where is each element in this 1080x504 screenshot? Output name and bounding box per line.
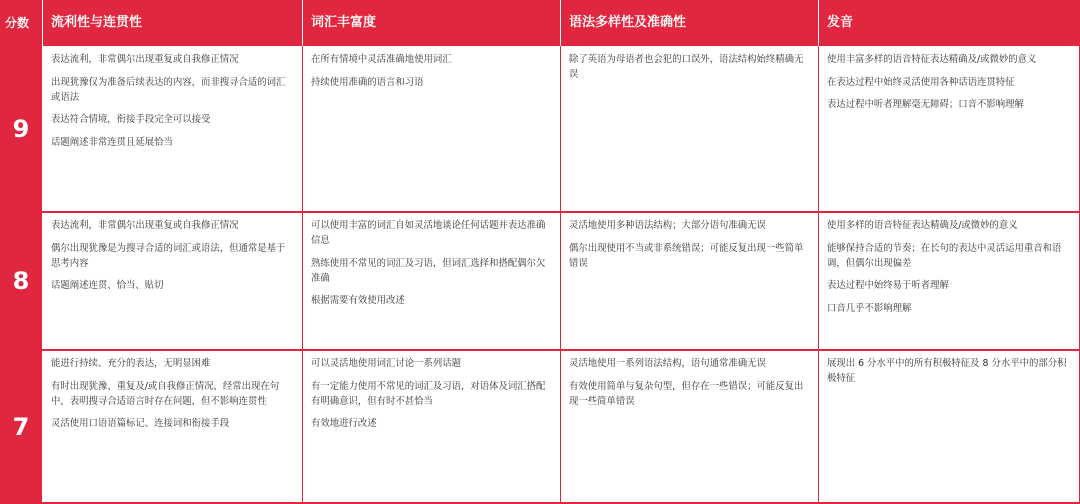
row-7-fluency: [43, 350, 302, 504]
header-pronunciation: 发音: [819, 0, 1080, 46]
row-divider: [0, 349, 1080, 351]
fluency-item: 话题阐述非常连贯且延展恰当: [51, 136, 173, 148]
header-score: 分数: [0, 0, 42, 46]
pronunciation-item: 能够保持合适的节奏；在长句的表达中灵活运用重音和语调，但偶尔出现偏差: [827, 242, 1062, 269]
fluency-item: 有时出现犹豫、重复及/或自我修正情况，经常出现在句中，表明搜寻合适语言时存在问题，但不影响连贯性: [51, 380, 280, 407]
fluency-item: 表达流利，非常偶尔出现重复或自我修正情况: [51, 54, 239, 65]
header-divider: [302, 0, 303, 46]
fluency-item: 表达流利，非常偶尔出现重复或自我修正情况: [51, 220, 239, 231]
row-8-lexical: [303, 212, 560, 349]
row-8-pronunciation: [819, 212, 1080, 349]
header-divider: [42, 0, 43, 46]
column-divider: [818, 46, 819, 504]
row-divider: [0, 502, 1080, 504]
lexical-item: 可以灵活地使用词汇讨论一系列话题: [311, 358, 462, 369]
fluency-item: 能进行持续、充分的表达，无明显困难: [51, 358, 211, 369]
pronunciation-item: 表达过程中始终易于听者理解: [827, 280, 949, 291]
row-divider: [0, 211, 1080, 213]
score-8: 8: [0, 212, 42, 349]
pronunciation-item: 在表达过程中始终灵活使用各种话语连贯特征: [827, 76, 1015, 88]
fluency-item: 出现犹豫仅为准备后续表达的内容，而非搜寻合适的词汇或语法: [51, 76, 286, 103]
header-divider: [818, 0, 819, 46]
pronunciation-item: 使用丰富多样的语音特征表达精确及/或微妙的意义: [827, 54, 1037, 65]
row-7-lexical: [303, 350, 560, 504]
lexical-item: 根据需要有效使用改述: [311, 295, 405, 306]
grammar-item: 灵活地使用一系列语法结构，语句通常准确无误: [569, 358, 766, 369]
fluency-item: 偶尔出现犹豫是为搜寻合适的词汇或语法，但通常是基于思考内容: [51, 242, 286, 269]
lexical-item: 熟练使用不常见的词汇及习语，但词汇选择和搭配偶尔欠准确: [311, 257, 546, 284]
row-9-pronunciation: [819, 46, 1080, 211]
header-divider: [560, 0, 561, 46]
pronunciation-item: 口音几乎不影响理解: [827, 302, 912, 314]
row-7-pronunciation: [819, 350, 1080, 504]
row-9-grammar: [561, 46, 818, 211]
lexical-item: 可以使用丰富的词汇自如灵活地谈论任何话题并表达准确信息: [311, 220, 546, 246]
grammar-item: 偶尔出现使用不当或非系统错误；可能反复出现一些简单错误: [569, 242, 804, 269]
row-7-grammar: [561, 350, 818, 504]
column-divider: [560, 46, 561, 504]
lexical-item: 持续使用准确的语言和习语: [311, 76, 424, 88]
grammar-item: 灵活地使用多种语法结构；大部分语句准确无误: [569, 220, 766, 231]
fluency-item: 表达符合情境，衔接手段完全可以接受: [51, 114, 211, 125]
row-8-grammar: [561, 212, 818, 349]
column-divider: [302, 46, 303, 504]
header-lexical: 词汇丰富度: [303, 0, 560, 46]
pronunciation-item: 表达过程中听者理解毫无障碍；口音不影响理解: [827, 99, 1024, 110]
header-fluency: 流利性与连贯性: [43, 0, 302, 46]
fluency-item: 话题阐述连贯、恰当、贴切: [51, 280, 164, 291]
score-7: 7: [0, 350, 42, 504]
grammar-item: 有效使用简单与复杂句型，但存在一些错误；可能反复出现一些简单错误: [569, 380, 804, 407]
score-9: 9: [0, 46, 42, 211]
fluency-item: 灵活使用口语语篇标记、连接词和衔接手段: [51, 418, 230, 429]
row-9-fluency: [43, 46, 302, 211]
lexical-item: 有一定能力使用不常见的词汇及习语，对语体及词汇搭配有明确意识，但有时不甚恰当: [311, 380, 546, 407]
row-9-lexical: [303, 46, 560, 211]
lexical-item: 在所有情境中灵活准确地使用词汇: [311, 54, 452, 65]
pronunciation-item: 使用多样的语音特征表达精确及/或微妙的意义: [827, 220, 1018, 231]
row-8-fluency: [43, 212, 302, 349]
header-grammar: 语法多样性及准确性: [561, 0, 818, 46]
lexical-item: 有效地进行改述: [311, 418, 377, 429]
grammar-item: 除了英语为母语者也会犯的口误外，语法结构始终精确无误: [569, 54, 804, 80]
pronunciation-item: 展现出 6 分水平中的所有积极特征及 8 分水平中的部分积极特征: [827, 358, 1067, 384]
